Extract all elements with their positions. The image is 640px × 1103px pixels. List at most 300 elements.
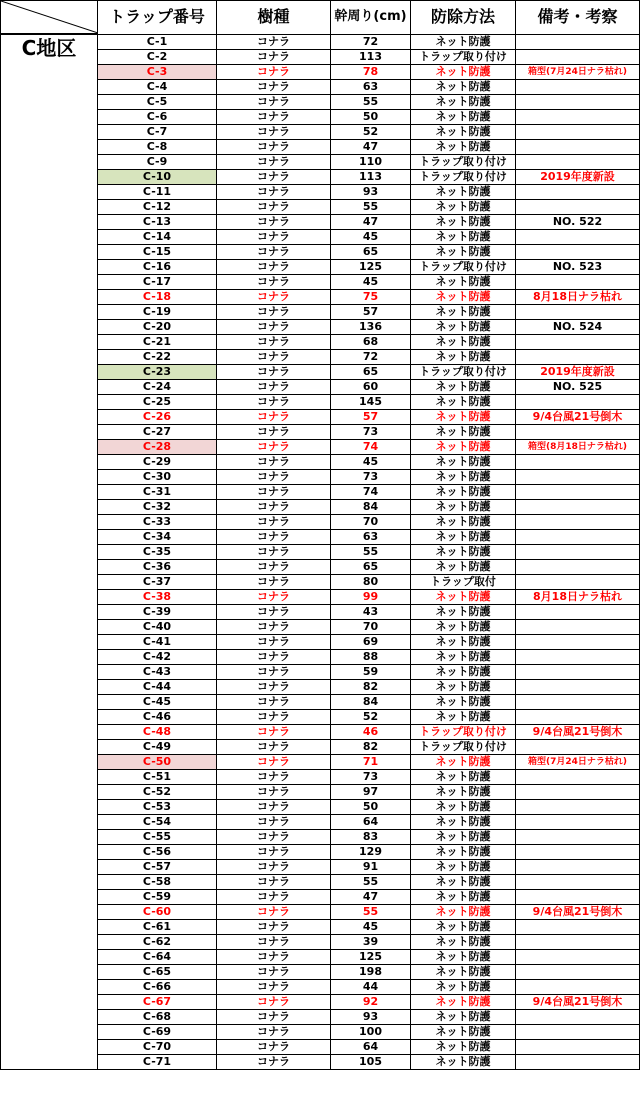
trap-number-cell: C-31: [98, 484, 217, 499]
method-cell: トラップ取り付け: [411, 169, 516, 184]
trap-number-cell: C-70: [98, 1039, 217, 1054]
species-cell: コナラ: [217, 994, 331, 1009]
notes-cell: 箱型(7月24日ナラ枯れ): [516, 754, 640, 769]
notes-cell: [516, 559, 640, 574]
method-cell: ネット防護: [411, 544, 516, 559]
girth-cell: 50: [331, 109, 411, 124]
species-cell: コナラ: [217, 124, 331, 139]
species-cell: コナラ: [217, 769, 331, 784]
species-cell: コナラ: [217, 394, 331, 409]
girth-cell: 100: [331, 1024, 411, 1039]
method-cell: ネット防護: [411, 1054, 516, 1069]
method-cell: ネット防護: [411, 484, 516, 499]
method-cell: ネット防護: [411, 409, 516, 424]
trap-number-cell: C-46: [98, 709, 217, 724]
method-cell: ネット防護: [411, 244, 516, 259]
trap-number-cell: C-35: [98, 544, 217, 559]
notes-cell: [516, 124, 640, 139]
notes-cell: [516, 244, 640, 259]
trap-number-cell: C-50: [98, 754, 217, 769]
method-cell: ネット防護: [411, 109, 516, 124]
girth-cell: 91: [331, 859, 411, 874]
trap-number-cell: C-26: [98, 409, 217, 424]
method-cell: ネット防護: [411, 184, 516, 199]
girth-cell: 83: [331, 829, 411, 844]
girth-cell: 55: [331, 199, 411, 214]
notes-cell: [516, 679, 640, 694]
species-cell: コナラ: [217, 274, 331, 289]
method-cell: ネット防護: [411, 559, 516, 574]
species-cell: コナラ: [217, 319, 331, 334]
method-cell: ネット防護: [411, 34, 516, 49]
notes-cell: 9/4台風21号倒木: [516, 409, 640, 424]
species-cell: コナラ: [217, 64, 331, 79]
species-cell: コナラ: [217, 934, 331, 949]
girth-cell: 105: [331, 1054, 411, 1069]
species-cell: コナラ: [217, 349, 331, 364]
notes-cell: [516, 544, 640, 559]
header-method: 防除方法: [411, 1, 516, 35]
species-cell: コナラ: [217, 484, 331, 499]
species-cell: コナラ: [217, 454, 331, 469]
girth-cell: 45: [331, 919, 411, 934]
trap-number-cell: C-13: [98, 214, 217, 229]
notes-cell: [516, 664, 640, 679]
trap-number-cell: C-17: [98, 274, 217, 289]
trap-number-cell: C-48: [98, 724, 217, 739]
girth-cell: 70: [331, 619, 411, 634]
trap-number-cell: C-37: [98, 574, 217, 589]
method-cell: ネット防護: [411, 589, 516, 604]
species-cell: コナラ: [217, 439, 331, 454]
notes-cell: 2019年度新設: [516, 364, 640, 379]
notes-cell: [516, 454, 640, 469]
species-cell: コナラ: [217, 199, 331, 214]
method-cell: ネット防護: [411, 994, 516, 1009]
trap-number-cell: C-36: [98, 559, 217, 574]
trap-number-cell: C-11: [98, 184, 217, 199]
notes-cell: [516, 484, 640, 499]
girth-cell: 74: [331, 439, 411, 454]
girth-cell: 72: [331, 34, 411, 49]
species-cell: コナラ: [217, 949, 331, 964]
species-cell: コナラ: [217, 964, 331, 979]
trap-number-cell: C-15: [98, 244, 217, 259]
girth-cell: 52: [331, 709, 411, 724]
girth-cell: 92: [331, 994, 411, 1009]
notes-cell: 9/4台風21号倒木: [516, 724, 640, 739]
method-cell: トラップ取り付け: [411, 259, 516, 274]
girth-cell: 97: [331, 784, 411, 799]
method-cell: ネット防護: [411, 799, 516, 814]
species-cell: コナラ: [217, 229, 331, 244]
notes-cell: [516, 424, 640, 439]
method-cell: ネット防護: [411, 949, 516, 964]
girth-cell: 55: [331, 544, 411, 559]
trap-number-cell: C-61: [98, 919, 217, 934]
girth-cell: 57: [331, 304, 411, 319]
species-cell: コナラ: [217, 919, 331, 934]
girth-cell: 63: [331, 529, 411, 544]
girth-cell: 55: [331, 874, 411, 889]
girth-cell: 73: [331, 424, 411, 439]
notes-cell: [516, 694, 640, 709]
trap-number-cell: C-60: [98, 904, 217, 919]
trap-number-cell: C-33: [98, 514, 217, 529]
girth-cell: 46: [331, 724, 411, 739]
girth-cell: 84: [331, 694, 411, 709]
species-cell: コナラ: [217, 739, 331, 754]
method-cell: ネット防護: [411, 334, 516, 349]
girth-cell: 73: [331, 769, 411, 784]
header-row: [1, 1, 640, 35]
species-cell: コナラ: [217, 844, 331, 859]
girth-cell: 84: [331, 499, 411, 514]
notes-cell: [516, 34, 640, 49]
trap-number-cell: C-71: [98, 1054, 217, 1069]
method-cell: トラップ取り付け: [411, 154, 516, 169]
method-cell: ネット防護: [411, 694, 516, 709]
species-cell: コナラ: [217, 664, 331, 679]
species-cell: コナラ: [217, 574, 331, 589]
girth-cell: 70: [331, 514, 411, 529]
trap-number-cell: C-51: [98, 769, 217, 784]
method-cell: ネット防護: [411, 394, 516, 409]
girth-cell: 59: [331, 664, 411, 679]
trap-number-cell: C-41: [98, 634, 217, 649]
species-cell: コナラ: [217, 1024, 331, 1039]
header-trap-number: トラップ番号: [98, 1, 217, 35]
method-cell: ネット防護: [411, 754, 516, 769]
notes-cell: NO. 525: [516, 379, 640, 394]
trap-number-cell: C-7: [98, 124, 217, 139]
trap-number-cell: C-21: [98, 334, 217, 349]
trap-number-cell: C-14: [98, 229, 217, 244]
method-cell: ネット防護: [411, 1009, 516, 1024]
species-cell: コナラ: [217, 364, 331, 379]
girth-cell: 136: [331, 319, 411, 334]
species-cell: コナラ: [217, 154, 331, 169]
notes-cell: [516, 574, 640, 589]
species-cell: コナラ: [217, 334, 331, 349]
trap-number-cell: C-32: [98, 499, 217, 514]
trap-number-cell: C-30: [98, 469, 217, 484]
notes-cell: [516, 1009, 640, 1024]
method-cell: ネット防護: [411, 349, 516, 364]
trap-number-cell: C-27: [98, 424, 217, 439]
notes-cell: NO. 523: [516, 259, 640, 274]
girth-cell: 45: [331, 229, 411, 244]
method-cell: ネット防護: [411, 904, 516, 919]
girth-cell: 45: [331, 454, 411, 469]
species-cell: コナラ: [217, 469, 331, 484]
method-cell: ネット防護: [411, 319, 516, 334]
notes-cell: [516, 49, 640, 64]
girth-cell: 55: [331, 94, 411, 109]
trap-number-cell: C-18: [98, 289, 217, 304]
species-cell: コナラ: [217, 499, 331, 514]
trap-number-cell: C-66: [98, 979, 217, 994]
trap-number-cell: C-64: [98, 949, 217, 964]
method-cell: ネット防護: [411, 634, 516, 649]
method-cell: ネット防護: [411, 1039, 516, 1054]
notes-cell: [516, 949, 640, 964]
trap-number-cell: C-58: [98, 874, 217, 889]
girth-cell: 64: [331, 814, 411, 829]
girth-cell: 52: [331, 124, 411, 139]
trap-number-cell: C-12: [98, 199, 217, 214]
district-label: C地区: [1, 34, 98, 1069]
method-cell: ネット防護: [411, 664, 516, 679]
diagonal-line: [1, 1, 98, 33]
species-cell: コナラ: [217, 94, 331, 109]
notes-cell: [516, 1039, 640, 1054]
girth-cell: 69: [331, 634, 411, 649]
girth-cell: 74: [331, 484, 411, 499]
notes-cell: [516, 94, 640, 109]
trap-number-cell: C-65: [98, 964, 217, 979]
trap-number-cell: C-57: [98, 859, 217, 874]
trap-number-cell: C-49: [98, 739, 217, 754]
species-cell: コナラ: [217, 829, 331, 844]
girth-cell: 47: [331, 139, 411, 154]
notes-cell: 8月18日ナラ枯れ: [516, 289, 640, 304]
method-cell: トラップ取り付け: [411, 49, 516, 64]
method-cell: ネット防護: [411, 424, 516, 439]
notes-cell: [516, 304, 640, 319]
method-cell: ネット防護: [411, 604, 516, 619]
notes-cell: [516, 634, 640, 649]
method-cell: ネット防護: [411, 379, 516, 394]
notes-cell: [516, 109, 640, 124]
girth-cell: 129: [331, 844, 411, 859]
species-cell: コナラ: [217, 514, 331, 529]
girth-cell: 110: [331, 154, 411, 169]
girth-cell: 39: [331, 934, 411, 949]
girth-cell: 50: [331, 799, 411, 814]
trap-number-cell: C-38: [98, 589, 217, 604]
method-cell: ネット防護: [411, 859, 516, 874]
method-cell: ネット防護: [411, 499, 516, 514]
species-cell: コナラ: [217, 34, 331, 49]
species-cell: コナラ: [217, 589, 331, 604]
trap-number-cell: C-20: [98, 319, 217, 334]
girth-cell: 68: [331, 334, 411, 349]
species-cell: コナラ: [217, 619, 331, 634]
girth-cell: 63: [331, 79, 411, 94]
girth-cell: 78: [331, 64, 411, 79]
species-cell: コナラ: [217, 379, 331, 394]
species-cell: コナラ: [217, 289, 331, 304]
girth-cell: 82: [331, 679, 411, 694]
trap-number-cell: C-40: [98, 619, 217, 634]
girth-cell: 45: [331, 274, 411, 289]
trap-number-cell: C-52: [98, 784, 217, 799]
method-cell: ネット防護: [411, 139, 516, 154]
notes-cell: [516, 529, 640, 544]
girth-cell: 198: [331, 964, 411, 979]
species-cell: コナラ: [217, 1054, 331, 1069]
method-cell: ネット防護: [411, 274, 516, 289]
species-cell: コナラ: [217, 79, 331, 94]
method-cell: トラップ取り付け: [411, 739, 516, 754]
girth-cell: 113: [331, 169, 411, 184]
trap-number-cell: C-23: [98, 364, 217, 379]
girth-cell: 113: [331, 49, 411, 64]
notes-cell: [516, 514, 640, 529]
notes-cell: [516, 919, 640, 934]
notes-cell: [516, 229, 640, 244]
species-cell: コナラ: [217, 754, 331, 769]
trap-number-cell: C-39: [98, 604, 217, 619]
notes-cell: [516, 499, 640, 514]
method-cell: ネット防護: [411, 679, 516, 694]
corner-cell: [1, 1, 98, 35]
trap-number-cell: C-4: [98, 79, 217, 94]
girth-cell: 82: [331, 739, 411, 754]
species-cell: コナラ: [217, 709, 331, 724]
species-cell: コナラ: [217, 544, 331, 559]
notes-cell: [516, 469, 640, 484]
table-row: [1, 34, 640, 49]
notes-cell: [516, 274, 640, 289]
header-species: 樹種: [217, 1, 331, 35]
notes-cell: [516, 814, 640, 829]
method-cell: ネット防護: [411, 769, 516, 784]
girth-cell: 73: [331, 469, 411, 484]
species-cell: コナラ: [217, 604, 331, 619]
species-cell: コナラ: [217, 409, 331, 424]
method-cell: ネット防護: [411, 934, 516, 949]
notes-cell: 2019年度新設: [516, 169, 640, 184]
trap-number-cell: C-68: [98, 1009, 217, 1024]
method-cell: ネット防護: [411, 919, 516, 934]
species-cell: コナラ: [217, 874, 331, 889]
notes-cell: 箱型(7月24日ナラ枯れ): [516, 64, 640, 79]
method-cell: ネット防護: [411, 619, 516, 634]
header-notes: 備考・考察: [516, 1, 640, 35]
trap-number-cell: C-5: [98, 94, 217, 109]
girth-cell: 93: [331, 1009, 411, 1024]
trap-number-cell: C-42: [98, 649, 217, 664]
girth-cell: 99: [331, 589, 411, 604]
trap-number-cell: C-19: [98, 304, 217, 319]
girth-cell: 93: [331, 184, 411, 199]
notes-cell: 8月18日ナラ枯れ: [516, 589, 640, 604]
notes-cell: [516, 739, 640, 754]
notes-cell: [516, 184, 640, 199]
girth-cell: 57: [331, 409, 411, 424]
notes-cell: [516, 829, 640, 844]
notes-cell: [516, 394, 640, 409]
girth-cell: 88: [331, 649, 411, 664]
trap-number-cell: C-53: [98, 799, 217, 814]
notes-cell: [516, 769, 640, 784]
trap-number-cell: C-45: [98, 694, 217, 709]
species-cell: コナラ: [217, 559, 331, 574]
species-cell: コナラ: [217, 244, 331, 259]
species-cell: コナラ: [217, 304, 331, 319]
notes-cell: NO. 522: [516, 214, 640, 229]
girth-cell: 65: [331, 244, 411, 259]
trap-number-cell: C-59: [98, 889, 217, 904]
notes-cell: [516, 784, 640, 799]
method-cell: ネット防護: [411, 64, 516, 79]
trap-number-cell: C-34: [98, 529, 217, 544]
notes-cell: [516, 964, 640, 979]
trap-number-cell: C-9: [98, 154, 217, 169]
notes-cell: [516, 979, 640, 994]
trap-number-cell: C-2: [98, 49, 217, 64]
method-cell: ネット防護: [411, 889, 516, 904]
species-cell: コナラ: [217, 694, 331, 709]
notes-cell: 箱型(8月18日ナラ枯れ): [516, 439, 640, 454]
girth-cell: 71: [331, 754, 411, 769]
species-cell: コナラ: [217, 1009, 331, 1024]
trap-number-cell: C-1: [98, 34, 217, 49]
method-cell: ネット防護: [411, 529, 516, 544]
girth-cell: 75: [331, 289, 411, 304]
trap-number-cell: C-69: [98, 1024, 217, 1039]
method-cell: ネット防護: [411, 874, 516, 889]
method-cell: ネット防護: [411, 784, 516, 799]
trap-number-cell: C-3: [98, 64, 217, 79]
species-cell: コナラ: [217, 184, 331, 199]
girth-cell: 65: [331, 559, 411, 574]
girth-cell: 125: [331, 259, 411, 274]
species-cell: コナラ: [217, 784, 331, 799]
method-cell: ネット防護: [411, 124, 516, 139]
notes-cell: [516, 604, 640, 619]
header-girth: 幹周り(cm): [331, 1, 411, 35]
notes-cell: [516, 349, 640, 364]
method-cell: ネット防護: [411, 439, 516, 454]
notes-cell: [516, 649, 640, 664]
method-cell: トラップ取り付け: [411, 724, 516, 739]
girth-cell: 125: [331, 949, 411, 964]
notes-cell: 9/4台風21号倒木: [516, 994, 640, 1009]
notes-cell: [516, 619, 640, 634]
notes-cell: [516, 154, 640, 169]
notes-cell: [516, 1054, 640, 1069]
trap-number-cell: C-8: [98, 139, 217, 154]
trap-number-cell: C-25: [98, 394, 217, 409]
method-cell: ネット防護: [411, 289, 516, 304]
notes-cell: [516, 79, 640, 94]
species-cell: コナラ: [217, 904, 331, 919]
trap-number-cell: C-56: [98, 844, 217, 859]
trap-number-cell: C-54: [98, 814, 217, 829]
method-cell: ネット防護: [411, 814, 516, 829]
species-cell: コナラ: [217, 814, 331, 829]
species-cell: コナラ: [217, 169, 331, 184]
species-cell: コナラ: [217, 649, 331, 664]
method-cell: ネット防護: [411, 829, 516, 844]
girth-cell: 60: [331, 379, 411, 394]
species-cell: コナラ: [217, 424, 331, 439]
species-cell: コナラ: [217, 109, 331, 124]
species-cell: コナラ: [217, 859, 331, 874]
species-cell: コナラ: [217, 214, 331, 229]
method-cell: ネット防護: [411, 964, 516, 979]
girth-cell: 44: [331, 979, 411, 994]
species-cell: コナラ: [217, 139, 331, 154]
method-cell: ネット防護: [411, 649, 516, 664]
trap-number-cell: C-22: [98, 349, 217, 364]
notes-cell: [516, 709, 640, 724]
species-cell: コナラ: [217, 889, 331, 904]
girth-cell: 72: [331, 349, 411, 364]
